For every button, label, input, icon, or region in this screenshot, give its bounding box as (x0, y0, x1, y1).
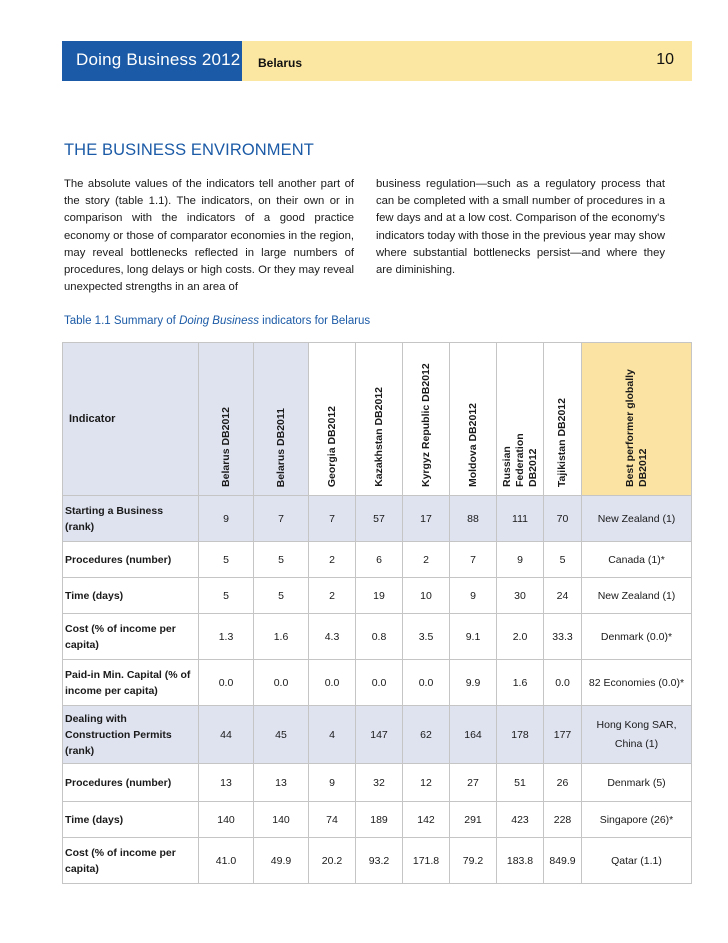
table-cell: 2.0 (497, 614, 544, 660)
column-header: Belarus DB2012 (199, 343, 254, 496)
table-cell: 7 (309, 496, 356, 542)
table-cell: 291 (450, 802, 497, 838)
table-row (63, 706, 692, 764)
indicator-header: Indicator (63, 343, 199, 496)
table-cell: 19 (356, 578, 403, 614)
indicators-table (62, 342, 692, 884)
row-label: Dealing with Construction Permits (rank) (63, 706, 199, 764)
table-cell: 0.0 (403, 660, 450, 706)
row-label: Paid-in Min. Capital (% of income per capita) (63, 660, 199, 706)
row-label: Cost (% of income per capita) (63, 838, 199, 884)
table-cell: 142 (403, 802, 450, 838)
table-cell: 0.0 (356, 660, 403, 706)
table-cell: 49.9 (254, 838, 309, 884)
table-cell: 41.0 (199, 838, 254, 884)
table-cell: 7 (450, 542, 497, 578)
column-header: Kyrgyz Republic DB2012 (403, 343, 450, 496)
table-cell: 189 (356, 802, 403, 838)
table-cell: 70 (544, 496, 582, 542)
table-cell: 88 (450, 496, 497, 542)
row-label: Time (days) (63, 578, 199, 614)
table-cell: Singapore (26)* (582, 802, 692, 838)
table-row (63, 764, 692, 802)
column-header: Russian Federation DB2012 (497, 343, 544, 496)
column-header: Belarus DB2011 (254, 343, 309, 496)
table-cell: 44 (199, 706, 254, 764)
table-cell: 111 (497, 496, 544, 542)
column-header: Georgia DB2012 (309, 343, 356, 496)
table-cell: 0.0 (309, 660, 356, 706)
country-name: Belarus (258, 56, 303, 70)
table-cell: 27 (450, 764, 497, 802)
table-cell: 26 (544, 764, 582, 802)
table-cell: 24 (544, 578, 582, 614)
table-cell: 164 (450, 706, 497, 764)
table-cell: 0.0 (199, 660, 254, 706)
table-cell: 0.0 (254, 660, 309, 706)
table-cell: 74 (309, 802, 356, 838)
table-cell: 93.2 (356, 838, 403, 884)
table-cell: 9 (497, 542, 544, 578)
table-cell: 183.8 (497, 838, 544, 884)
table-header-row (63, 343, 692, 496)
table-row (63, 802, 692, 838)
table-cell: 140 (254, 802, 309, 838)
table-cell: Canada (1)* (582, 542, 692, 578)
table-caption: Table 1.1 Summary of Doing Business indicators for Belarus (64, 315, 371, 327)
page-number: 10 (656, 51, 674, 68)
table-cell: 2 (403, 542, 450, 578)
table-cell: 82 Economies (0.0)* (582, 660, 692, 706)
table-cell: 9 (199, 496, 254, 542)
table-cell: Hong Kong SAR, China (1) (582, 706, 692, 764)
table-cell: 7 (254, 496, 309, 542)
table-cell: 5 (199, 542, 254, 578)
row-label: Starting a Business (rank) (63, 496, 199, 542)
table-cell: 3.5 (403, 614, 450, 660)
table-cell: 177 (544, 706, 582, 764)
table-cell: 5 (254, 578, 309, 614)
table-row (63, 496, 692, 542)
table-cell: 12 (403, 764, 450, 802)
table-cell: Denmark (0.0)* (582, 614, 692, 660)
body-text-left: The absolute values of the indicators tell another part of the story (table 1.1). The indicators, on their own or in comparison with the indicators of a good practice economy or those of comparator economies in the region, may reveal bottlenecks reflected in large numbers of procedures, long delays or high costs. Or they may reveal unexpected strengths in an area of (64, 178, 354, 294)
table-row (63, 614, 692, 660)
table-cell: 62 (403, 706, 450, 764)
column-header: Kazakhstan DB2012 (356, 343, 403, 496)
table-cell: 1.6 (254, 614, 309, 660)
table-cell: 5 (544, 542, 582, 578)
table-cell: 13 (199, 764, 254, 802)
table-cell: 57 (356, 496, 403, 542)
table-cell: Qatar (1.1) (582, 838, 692, 884)
table-cell: 30 (497, 578, 544, 614)
table-cell: 4.3 (309, 614, 356, 660)
column-header: Moldova DB2012 (450, 343, 497, 496)
table-cell: 228 (544, 802, 582, 838)
table-cell: 1.3 (199, 614, 254, 660)
table-cell: 10 (403, 578, 450, 614)
table-cell: 45 (254, 706, 309, 764)
row-label: Procedures (number) (63, 764, 199, 802)
table-cell: 147 (356, 706, 403, 764)
row-label: Time (days) (63, 802, 199, 838)
table-cell: 5 (199, 578, 254, 614)
table-cell: New Zealand (1) (582, 578, 692, 614)
table-cell: 0.0 (544, 660, 582, 706)
table-cell: Denmark (5) (582, 764, 692, 802)
table-cell: 2 (309, 542, 356, 578)
table-cell: 140 (199, 802, 254, 838)
table-cell: 13 (254, 764, 309, 802)
report-title: Doing Business 2012 (76, 50, 241, 69)
table-cell: 1.6 (497, 660, 544, 706)
table-cell: 9 (309, 764, 356, 802)
table-cell: 20.2 (309, 838, 356, 884)
table-cell: 0.8 (356, 614, 403, 660)
table-cell: 9.9 (450, 660, 497, 706)
table-cell: 171.8 (403, 838, 450, 884)
section-heading: THE BUSINESS ENVIRONMENT (64, 141, 314, 159)
table-cell: 9.1 (450, 614, 497, 660)
body-text-right: business regulation—such as a regulatory process that can be completed with a small number of procedures in a few days and at a low cost. Comparison of the economy's indicators today with those in the previous year may show where substantial bottlenecks persist—and where they are diminishing. (376, 178, 665, 277)
row-label: Cost (% of income per capita) (63, 614, 199, 660)
table-cell: 33.3 (544, 614, 582, 660)
table-cell: 178 (497, 706, 544, 764)
table-cell: 849.9 (544, 838, 582, 884)
table-row (63, 542, 692, 578)
table-cell: 423 (497, 802, 544, 838)
table-cell: 51 (497, 764, 544, 802)
table-cell: 79.2 (450, 838, 497, 884)
table-cell: 5 (254, 542, 309, 578)
column-header: Tajikistan DB2012 (544, 343, 582, 496)
table-cell: 32 (356, 764, 403, 802)
column-header-best: Best performer globally DB2012 (582, 343, 692, 496)
row-label: Procedures (number) (63, 542, 199, 578)
table-cell: 4 (309, 706, 356, 764)
table-row (63, 578, 692, 614)
table-cell: 2 (309, 578, 356, 614)
table-row (63, 660, 692, 706)
table-row (63, 838, 692, 884)
table-cell: 6 (356, 542, 403, 578)
table-cell: New Zealand (1) (582, 496, 692, 542)
table-cell: 9 (450, 578, 497, 614)
table-cell: 17 (403, 496, 450, 542)
